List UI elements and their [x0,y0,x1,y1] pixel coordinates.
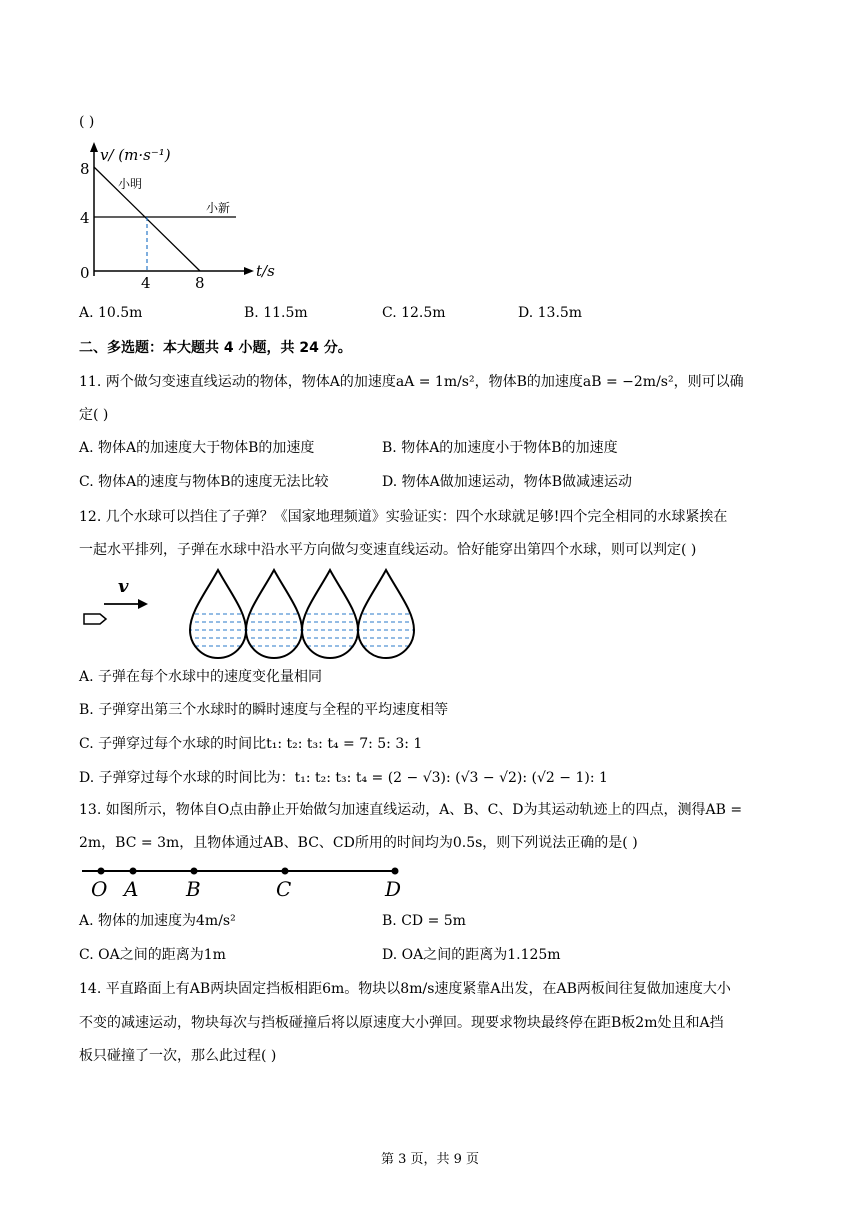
y-axis-arrow [90,142,98,152]
tick-y-8: 8 [80,160,90,178]
label-d: D [385,877,402,901]
label-xiaoming: 小明 [118,177,143,191]
q11-option-c: C. 物体A的速度与物体B的速度无法比较 [79,474,329,490]
q13-option-a: A. 物体的加速度为4m/s² [79,913,236,929]
tick-x-8: 8 [195,274,205,290]
q12-option-d: D. 子弹穿过每个水球的时间比为：t₁: t₂: t₃: t₄ = (2 − √3): (√3 − √2): (√2 − 1): 1 [79,770,608,786]
q12-option-c: C. 子弹穿过每个水球的时间比t₁: t₂: t₃: t₄ = 7: 5: 3: 1 [79,736,423,752]
water-ball-2 [244,570,304,658]
point-b [191,868,198,875]
q10-bracket: ( ) [79,114,95,130]
label-xiaoxin: 小新 [206,201,231,215]
page-footer: 第 3 页，共 9 页 [380,1152,480,1167]
water-balls-figure [80,568,420,660]
point-c [282,868,289,875]
q13-option-b: B. CD = 5m [382,913,466,929]
q11-text-line2: 定( ) [79,407,109,423]
q14-text-line2: 不变的减速运动，物块每次与挡板碰撞后将以原速度大小弹回。现要求物块最终停在距B板2m处且和A挡 [79,1015,724,1031]
y-axis-label: v/ (m·s⁻¹) [100,146,171,164]
point-a [130,868,137,875]
water-ball-4 [356,570,416,658]
water-ball-3 [300,570,360,658]
q13-text-line1: 13. 如图所示，物体自O点由静止开始做匀加速直线运动，A、B、C、D为其运动轨迹上的四点，测得AB = [79,802,743,818]
q12-text-line1: 12. 几个水球可以挡住了子弹？《国家地理频道》实验证实：四个水球就足够!四个完全相同的水球紧挨在 [79,509,728,525]
track-points-figure [80,860,410,902]
q11-text-line1: 11. 两个做匀变速直线运动的物体，物体A的加速度aA = 1m/s²，物体B的加速度aB = −2m/s²，则可以确 [79,374,744,390]
q12-option-b: B. 子弹穿出第三个水球时的瞬时速度与全程的平均速度相等 [79,702,449,718]
q12-text-line2: 一起水平排列，子弹在水球中沿水平方向做匀变速直线运动。恰好能穿出第四个水球，则可以判定( ) [79,542,697,558]
x-axis-arrow [244,267,254,275]
tick-y-0: 0 [80,264,90,282]
x-axis-label: t/s [256,262,275,280]
section-heading: 二、多选题：本大题共 4 小题，共 24 分。 [79,340,352,356]
label-o: O [91,877,108,901]
q13-option-c: C. OA之间的距离为1m [79,947,226,963]
q10-option-c: C. 12.5m [382,305,446,321]
tick-y-4: 4 [80,209,90,227]
q11-option-d: D. 物体A做加速运动，物体B做减速运动 [382,474,633,490]
velocity-label: v [118,576,129,597]
q13-option-d: D. OA之间的距离为1.125m [382,947,561,963]
q14-text-line3: 板只碰撞了一次，那么此过程( ) [79,1048,277,1064]
point-d [392,868,399,875]
q12-option-a: A. 子弹在每个水球中的速度变化量相同 [79,669,323,685]
label-b: B [186,877,201,901]
q14-text-line1: 14. 平直路面上有AB两块固定挡板相距6m。物块以8m/s速度紧靠A出发，在AB两板间往复做加速度大小 [79,981,731,997]
tick-x-4: 4 [141,274,151,290]
label-c: C [276,877,292,901]
q10-option-a: A. 10.5m [79,305,143,321]
q11-option-b: B. 物体A的加速度小于物体B的加速度 [382,440,618,456]
q13-text-line2: 2m，BC = 3m，且物体通过AB、BC、CD所用的时间均为0.5s，则下列说法正确的是( ) [79,835,638,851]
point-o [98,868,105,875]
bullet-icon [84,614,106,624]
q11-option-a: A. 物体A的加速度大于物体B的加速度 [79,440,315,456]
q10-option-b: B. 11.5m [244,305,308,321]
label-a: A [124,877,139,901]
water-ball-1 [188,570,248,658]
velocity-arrowhead [138,599,148,609]
vt-graph [76,140,286,290]
q10-option-d: D. 13.5m [518,305,583,321]
